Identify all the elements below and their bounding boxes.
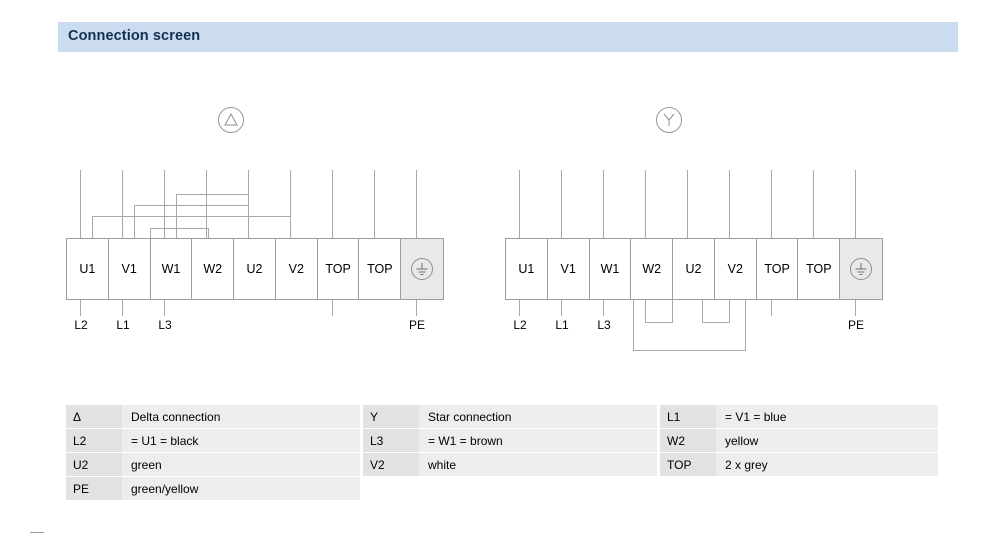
wire-delta-v1-top — [122, 170, 123, 238]
legend-column-3 — [660, 405, 938, 477]
legend-row — [660, 453, 938, 476]
delta-symbol-icon — [218, 107, 244, 133]
wire-star-w2-top — [645, 170, 646, 238]
wire-star-pe-top — [855, 170, 856, 238]
stub-star-u2-right — [702, 300, 703, 322]
terminal-delta-5[interactable] — [276, 239, 318, 299]
legend-key: U2 — [66, 453, 122, 476]
stub-star-l2 — [519, 300, 520, 316]
legend-row — [66, 453, 360, 476]
pin-label-star-l3: L3 — [597, 318, 611, 332]
terminal-label: TOP — [367, 262, 393, 276]
wire-delta-u1-top — [80, 170, 81, 238]
earth-ground-icon — [411, 258, 433, 280]
terminal-label: W2 — [203, 262, 223, 276]
terminal-star-6[interactable] — [757, 239, 799, 299]
legend-value: = U1 = black — [122, 429, 360, 452]
terminal-delta-7[interactable] — [359, 239, 401, 299]
terminal-star-0[interactable] — [506, 239, 548, 299]
legend-key: V2 — [363, 453, 419, 476]
terminal-label: V1 — [121, 262, 137, 276]
legend-value: Delta connection — [122, 405, 360, 428]
terminal-star-3[interactable] — [631, 239, 673, 299]
legend-value: 2 x grey — [716, 453, 938, 476]
pin-label-star-l2: L2 — [513, 318, 527, 332]
legend-value: yellow — [716, 429, 938, 452]
starpoint-drop-left — [633, 300, 634, 350]
terminal-star-earth[interactable] — [840, 239, 882, 299]
terminal-block-star — [505, 238, 883, 300]
stub-star-top1 — [771, 300, 772, 316]
legend-value: green/yellow — [122, 477, 360, 500]
terminal-delta-4[interactable] — [234, 239, 276, 299]
wire-star-top2-top — [813, 170, 814, 238]
bridge-delta-middle-left — [134, 205, 135, 238]
stub-star-l1 — [561, 300, 562, 316]
earth-ground-icon — [850, 258, 872, 280]
stub-delta-top1 — [332, 300, 333, 316]
terminal-delta-1[interactable] — [109, 239, 151, 299]
pin-label-star-pe: PE — [847, 318, 864, 332]
legend-row — [66, 477, 360, 500]
pin-label-delta-l2: L2 — [74, 318, 88, 332]
legend-row — [363, 453, 657, 476]
bridge-delta-outer-right — [290, 194, 291, 216]
wire-delta-top2-top — [374, 170, 375, 238]
terminal-star-7[interactable] — [798, 239, 840, 299]
terminal-star-1[interactable] — [548, 239, 590, 299]
stub-delta-l2 — [80, 300, 81, 316]
terminal-star-2[interactable] — [590, 239, 632, 299]
stub-star-pe — [855, 300, 856, 316]
legend-key: Y — [363, 405, 419, 428]
legend-key: L1 — [660, 405, 716, 428]
terminal-label: V2 — [288, 262, 304, 276]
bridge-delta-inner2 — [150, 228, 208, 229]
bridge-delta-outer-left — [92, 216, 93, 238]
bridge-delta-outer — [92, 216, 290, 217]
bridge-delta-inner2-right — [208, 228, 209, 238]
legend-row — [66, 405, 360, 428]
terminal-label: W1 — [161, 262, 181, 276]
terminal-label: V2 — [727, 262, 743, 276]
legend-value: = V1 = blue — [716, 405, 938, 428]
wire-star-u2-top — [687, 170, 688, 238]
stub-delta-l3 — [164, 300, 165, 316]
terminal-label: V1 — [560, 262, 576, 276]
wire-star-w1-top — [603, 170, 604, 238]
legend-value: Star connection — [419, 405, 657, 428]
terminal-delta-0[interactable] — [67, 239, 109, 299]
terminal-block-delta — [66, 238, 444, 300]
terminal-star-4[interactable] — [673, 239, 715, 299]
bridge-delta-middle-right — [248, 183, 249, 205]
bridge-delta-inner — [176, 194, 248, 195]
legend-column-1 — [66, 405, 360, 501]
terminal-label: W1 — [600, 262, 620, 276]
stub-star-u2-left — [672, 300, 673, 322]
connection-diagram — [0, 60, 1000, 390]
terminal-label: TOP — [325, 262, 351, 276]
link-star-w2-u2 — [645, 322, 673, 323]
legend-row — [660, 405, 938, 428]
starpoint-drop-right — [745, 300, 746, 350]
legend-key: TOP — [660, 453, 716, 476]
stub-star-v2 — [729, 300, 730, 322]
link-star-u2-v2 — [702, 322, 730, 323]
legend-key: L3 — [363, 429, 419, 452]
legend-row — [363, 405, 657, 428]
legend-key: W2 — [660, 429, 716, 452]
wire-delta-top1-top — [332, 170, 333, 238]
legend-key: Δ — [66, 405, 122, 428]
legend-row — [66, 429, 360, 452]
legend-value: green — [122, 453, 360, 476]
terminal-delta-3[interactable] — [192, 239, 234, 299]
wire-delta-pe-top — [416, 170, 417, 238]
pin-label-delta-l3: L3 — [158, 318, 172, 332]
starpoint-bus — [633, 350, 746, 351]
stub-star-l3 — [603, 300, 604, 316]
terminal-delta-6[interactable] — [318, 239, 360, 299]
stub-star-w2 — [645, 300, 646, 322]
bridge-delta-inner-left — [176, 194, 177, 238]
terminal-label: W2 — [642, 262, 662, 276]
terminal-star-5[interactable] — [715, 239, 757, 299]
legend-key: PE — [66, 477, 122, 500]
terminal-delta-2[interactable] — [151, 239, 193, 299]
page-title: Connection screen — [68, 28, 201, 44]
terminal-label: U1 — [518, 262, 535, 276]
wire-star-v2-top — [729, 170, 730, 238]
wire-star-u1-top — [519, 170, 520, 238]
legend-row — [660, 429, 938, 452]
footer-divider — [30, 532, 44, 533]
star-symbol-icon — [656, 107, 682, 133]
wire-star-v1-top — [561, 170, 562, 238]
pin-label-delta-pe: PE — [408, 318, 425, 332]
wire-star-top1-top — [771, 170, 772, 238]
terminal-delta-earth[interactable] — [401, 239, 443, 299]
terminal-label: TOP — [806, 262, 832, 276]
bridge-delta-inner2-left — [150, 228, 151, 238]
terminal-label: TOP — [764, 262, 790, 276]
bridge-delta-middle — [134, 205, 248, 206]
legend-key: L2 — [66, 429, 122, 452]
section-header-band — [58, 22, 958, 52]
legend-row — [363, 429, 657, 452]
legend-column-2 — [363, 405, 657, 477]
stub-delta-pe — [416, 300, 417, 316]
legend-value: = W1 = brown — [419, 429, 657, 452]
legend-value: white — [419, 453, 657, 476]
terminal-label: U2 — [685, 262, 702, 276]
pin-label-delta-l1: L1 — [116, 318, 130, 332]
terminal-label: U1 — [79, 262, 96, 276]
pin-label-star-l1: L1 — [555, 318, 569, 332]
stub-delta-l1 — [122, 300, 123, 316]
terminal-label: U2 — [246, 262, 263, 276]
